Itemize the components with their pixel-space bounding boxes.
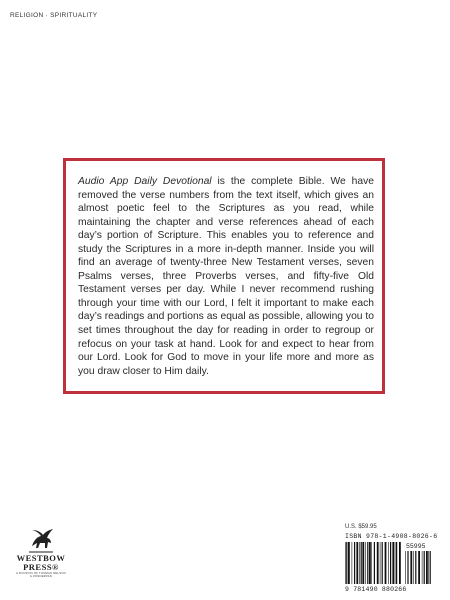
blurb-body: is the complete Bible. We have removed the verse numbers from the text itself, which gives an almost poetic feel to the Scriptures as you read, while maintaining the chapter and verse references ahead of each day’s portion of Scripture. This enables you to reference and study the Scriptures in a more in-depth manner. Inside you will find an average of twenty-three New Testament verses, seven Psalms verses, three Proverbs verses, and fifty-five Old Testament verses per day. While I never recommend rushing through your time with our Lord, I felt it important to make each day’s readings and portions as equal as possible, allowing you to set times throughout the day for reading in order to regroup or refocus on your task at hand. Look for and expect to hear from our Lord. Look for God to move in your life more and more as you draw closer to Him daily.	[78, 176, 374, 377]
barcode-addon-number: 55995	[406, 543, 426, 550]
barcode-icon	[345, 542, 403, 584]
publisher-division-1: A DIVISION OF THOMAS NELSON	[16, 571, 66, 575]
price-label: U.S. $59.95	[345, 524, 377, 530]
barcode-digits: 9 781490 880266	[345, 586, 407, 593]
publisher-name-2: PRESS®	[23, 562, 59, 572]
pegasus-icon	[26, 526, 56, 554]
publisher-division-2: & ZONDERVAN	[29, 574, 53, 579]
publisher-logo	[12, 526, 70, 588]
barcode-addon-icon	[405, 551, 432, 584]
category-label: RELIGION · SPIRITUALITY	[10, 12, 98, 19]
publisher-name-1: WESTBOW	[16, 553, 66, 563]
blurb-text	[78, 175, 374, 378]
book-title: Audio App Daily Devotional	[78, 176, 212, 187]
isbn-label: ISBN 978-1-4908-8026-6	[345, 533, 438, 540]
